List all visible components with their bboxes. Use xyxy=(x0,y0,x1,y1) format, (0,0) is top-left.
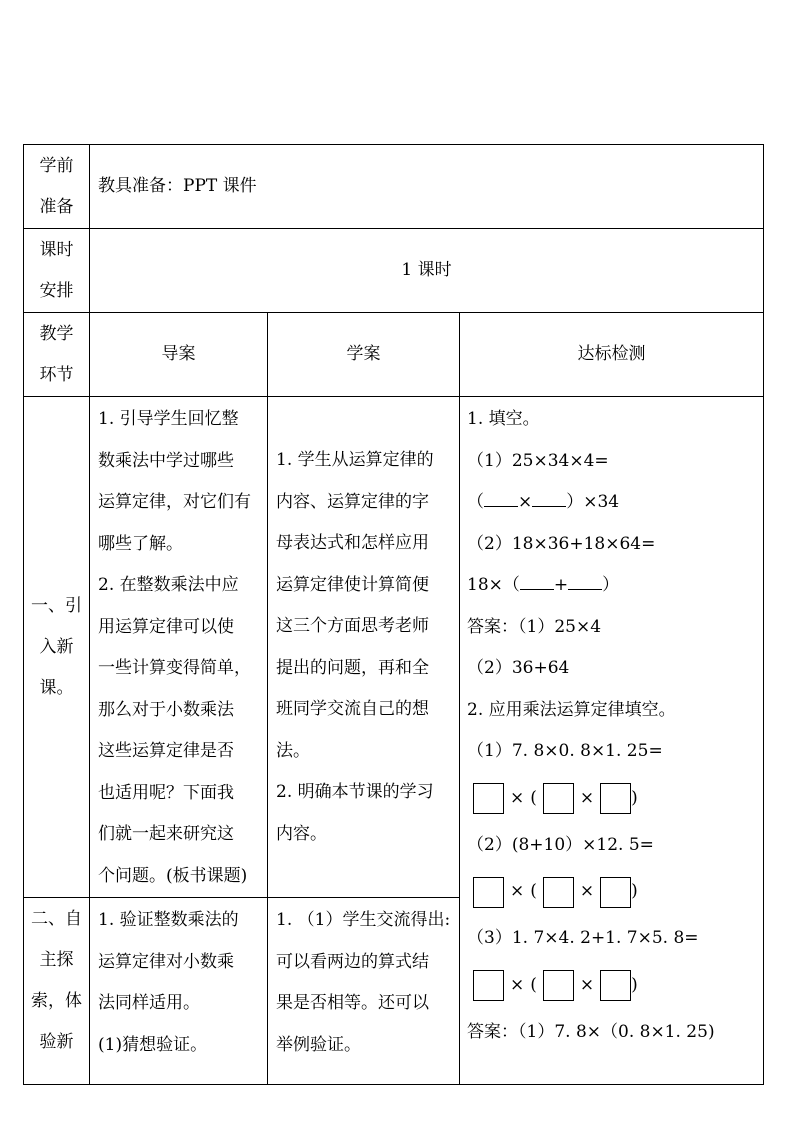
label-prep: 学前 准备 xyxy=(24,145,90,229)
q2-b: （2）(8+10）×12. 5= xyxy=(467,834,654,855)
prep-content: 教具准备：PPT 课件 xyxy=(98,175,257,196)
schedule-content-cell xyxy=(90,229,764,313)
answer-box[interactable] xyxy=(473,783,504,814)
blank-2[interactable] xyxy=(532,484,566,507)
q1-title: 1. 填空。 xyxy=(467,409,540,429)
answer-box[interactable] xyxy=(600,877,631,908)
q1-b: （2）18×36+18×64= xyxy=(467,533,656,554)
blank-1[interactable] xyxy=(484,484,518,507)
label-section-1: 一、引 入新 课。 xyxy=(24,397,90,898)
q2-c: （3）1. 7×4. 2+1. 7×5. 8= xyxy=(467,928,699,948)
prep-content-cell xyxy=(90,145,764,229)
q1-a: （1）25×34×4= xyxy=(467,450,609,471)
section-2-guide: 1. 验证整数乘法的 运算定律对小数乘 法同样适用。 (1)猜想验证。 xyxy=(90,898,268,1085)
q2-b-boxes: × ( × ) xyxy=(467,866,759,918)
row-schedule xyxy=(24,229,764,313)
row-header xyxy=(24,313,764,397)
q2-title: 2. 应用乘法运算定律填空。 xyxy=(467,699,676,720)
q1-a-fill: （ × ）×34 xyxy=(467,482,759,524)
lesson-plan-table xyxy=(23,144,764,1085)
answer-box[interactable] xyxy=(473,970,504,1001)
answer-box[interactable] xyxy=(543,970,574,1001)
q2-a: （1）7. 8×0. 8×1. 25= xyxy=(467,741,663,761)
answer-1b: （2）36+64 xyxy=(467,658,570,678)
answer-box[interactable] xyxy=(543,877,574,908)
section-1-guide: 1. 引导学生回忆整 数乘法中学过哪些 运算定律，对它们有 哪些了解。 2. 在整数乘法中应 用运算定律可以使 一些计算变得简单， 那么对于小数乘法 这些运算定律是否 也适用呢？下面我 们就一起来研究这 个问题。(板书课题) xyxy=(90,397,268,898)
header-check: 达标检测 xyxy=(460,313,764,397)
row-prep xyxy=(24,145,764,229)
schedule-content: 1 课时 xyxy=(401,259,452,280)
answer-2: 答案：（1）7. 8×（0. 8×1. 25) xyxy=(467,1021,715,1042)
row-section-1 xyxy=(24,397,764,898)
label-section-2: 二、自 主探 索，体 验新 xyxy=(24,898,90,1085)
answer-box[interactable] xyxy=(600,970,631,1001)
q2-a-boxes: × ( × ) xyxy=(467,773,759,825)
header-study: 学案 xyxy=(268,313,460,397)
check-cell xyxy=(460,397,764,1085)
section-1-study: 1. 学生从运算定律的 内容、运算定律的字 母表达式和怎样应用 运算定律使计算简便 这三个方面思考老师 提出的问题，再和全 班同学交流自己的想 法。 2. 明确本节课的学习 内容。 xyxy=(268,397,460,898)
answer-box[interactable] xyxy=(473,877,504,908)
q1-b-fill: 18×（ + ） xyxy=(467,565,759,607)
label-schedule: 课时 安排 xyxy=(24,229,90,313)
q2-c-boxes: × ( × ) xyxy=(467,960,759,1012)
blank-4[interactable] xyxy=(568,567,602,590)
answer-box[interactable] xyxy=(600,783,631,814)
header-guide: 导案 xyxy=(90,313,268,397)
blank-3[interactable] xyxy=(520,567,554,590)
label-teaching-step: 教学 环节 xyxy=(24,313,90,397)
answer-1a: 答案：（1）25×4 xyxy=(467,616,602,637)
section-2-study: 1. （1）学生交流得出: 可以看两边的算式结 果是否相等。还可以 举例验证。 xyxy=(268,898,460,1085)
answer-box[interactable] xyxy=(543,783,574,814)
